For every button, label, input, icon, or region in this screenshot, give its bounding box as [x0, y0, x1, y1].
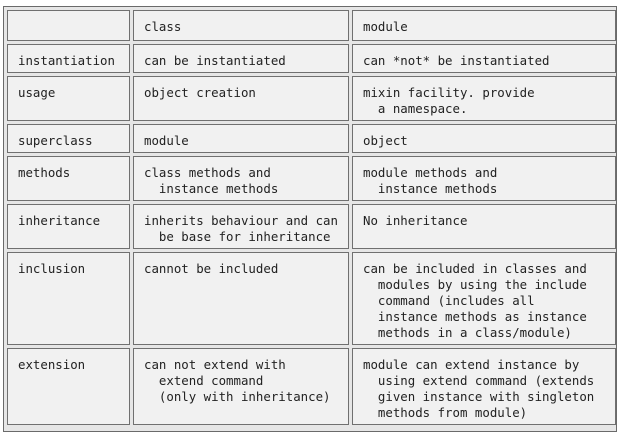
row-label: usage — [7, 76, 130, 121]
table-row — [7, 348, 616, 425]
header-cell-module: module — [352, 10, 616, 41]
class-cell: object creation — [133, 76, 349, 121]
table-row — [7, 124, 616, 153]
class-cell: cannot be included — [133, 252, 349, 345]
table-row — [7, 252, 616, 345]
module-cell: can *not* be instantiated — [352, 44, 616, 73]
module-cell: No inheritance — [352, 204, 616, 249]
class-vs-module-table — [4, 7, 619, 428]
header-cell-empty — [7, 10, 130, 41]
row-label: superclass — [7, 124, 130, 153]
module-cell: mixin facility. provide a namespace. — [352, 76, 616, 121]
row-label: inclusion — [7, 252, 130, 345]
module-cell: module can extend instance by using extend command (extends given instance with singleton methods from module) — [352, 348, 616, 425]
module-cell: module methods and instance methods — [352, 156, 616, 201]
table-row — [7, 204, 616, 249]
table-row — [7, 156, 616, 201]
row-label: methods — [7, 156, 130, 201]
row-label: inheritance — [7, 204, 130, 249]
row-label: instantiation — [7, 44, 130, 73]
table-header-row — [7, 10, 616, 41]
class-cell: class methods and instance methods — [133, 156, 349, 201]
comparison-table-frame — [3, 6, 617, 432]
class-cell: can not extend with extend command (only with inheritance) — [133, 348, 349, 425]
table-row — [7, 44, 616, 73]
module-cell: can be included in classes and modules by using the include command (includes all instance methods as instance methods in a class/module) — [352, 252, 616, 345]
header-cell-class: class — [133, 10, 349, 41]
class-cell: inherits behaviour and can be base for inheritance — [133, 204, 349, 249]
class-cell: module — [133, 124, 349, 153]
class-cell: can be instantiated — [133, 44, 349, 73]
module-cell: object — [352, 124, 616, 153]
row-label: extension — [7, 348, 130, 425]
table-row — [7, 76, 616, 121]
